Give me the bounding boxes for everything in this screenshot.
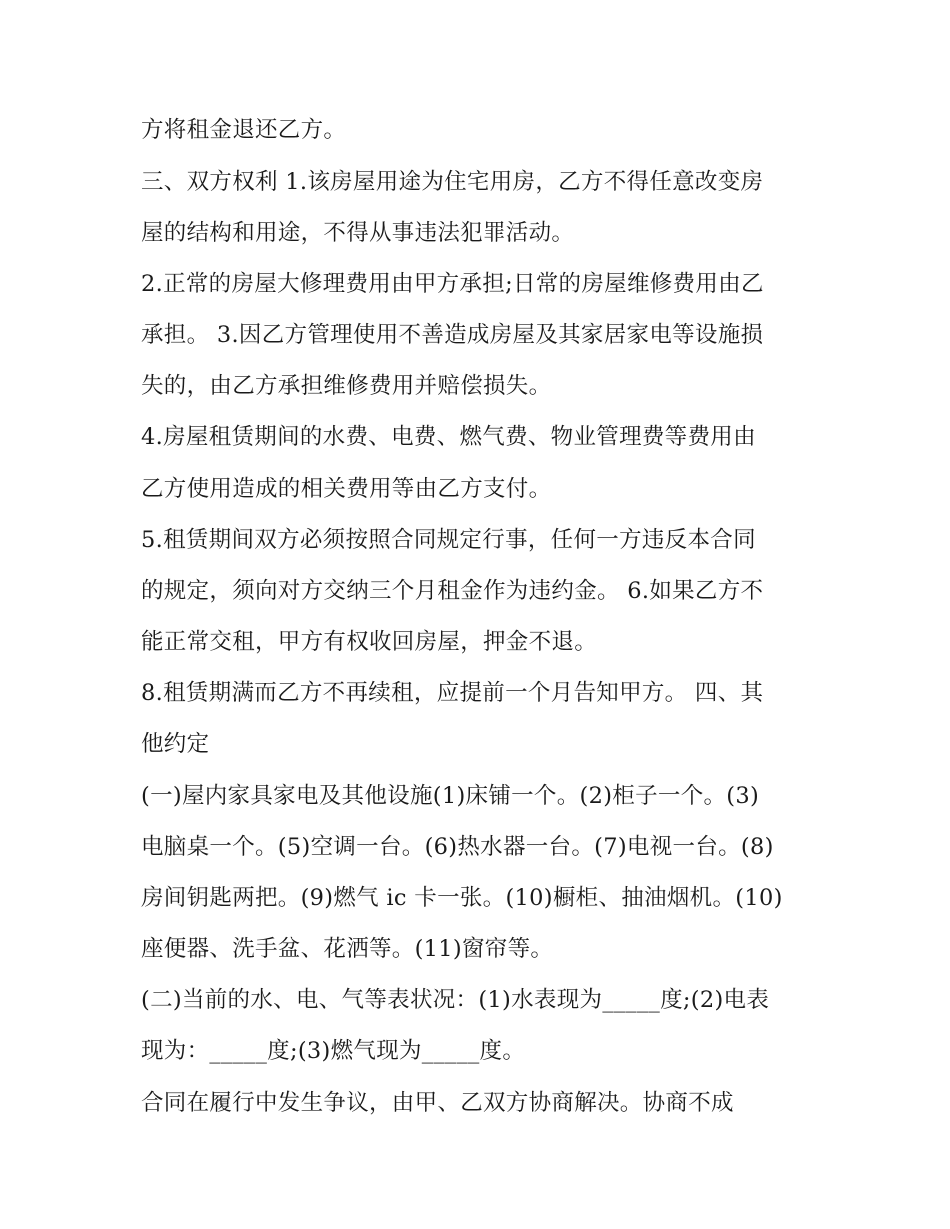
text-line: 能正常交租，甲方有权收回房屋，押金不退。	[141, 629, 598, 655]
text-line: 房间钥匙两把。(9)燃气 ic 卡一张。(10)橱柜、抽油烟机。(10)	[141, 885, 783, 911]
text-line: 的规定，须向对方交纳三个月租金作为违约金。 6.如果乙方不	[141, 578, 764, 604]
text-line: 8.租赁期满而乙方不再续租，应提前一个月告知甲方。 四、其	[141, 680, 764, 706]
text-line: 5.租赁期间双方必须按照合同规定行事，任何一方违反本合同	[141, 527, 756, 553]
text-line: 现为：_____度;(3)燃气现为_____度。	[141, 1038, 526, 1064]
text-line: 三、双方权利 1.该房屋用途为住宅用房，乙方不得任意改变房	[141, 169, 764, 195]
text-line: 他约定	[141, 731, 210, 757]
text-line: 方将租金退还乙方。	[141, 117, 347, 143]
text-line: 电脑桌一个。(5)空调一台。(6)热水器一台。(7)电视一台。(8)	[141, 834, 774, 860]
text-line: (二)当前的水、电、气等表状况：(1)水表现为_____度;(2)电表	[141, 987, 770, 1013]
text-line: (一)屋内家具家电及其他设施(1)床铺一个。(2)柜子一个。(3)	[141, 783, 760, 809]
text-line: 合同在履行中发生争议，由甲、乙双方协商解决。协商不成	[141, 1090, 734, 1116]
text-line: 座便器、洗手盆、花洒等。(11)窗帘等。	[141, 936, 554, 962]
text-line: 屋的结构和用途，不得从事违法犯罪活动。	[141, 220, 575, 246]
text-line: 4.房屋租赁期间的水费、电费、燃气费、物业管理费等费用由	[141, 424, 756, 450]
text-line: 承担。 3.因乙方管理使用不善造成房屋及其家居家电等设施损	[141, 322, 764, 348]
text-line: 乙方使用造成的相关费用等由乙方支付。	[141, 476, 552, 502]
text-line: 2.正常的房屋大修理费用由甲方承担;日常的房屋维修费用由乙	[141, 271, 764, 297]
text-line: 失的，由乙方承担维修费用并赔偿损失。	[141, 373, 552, 399]
